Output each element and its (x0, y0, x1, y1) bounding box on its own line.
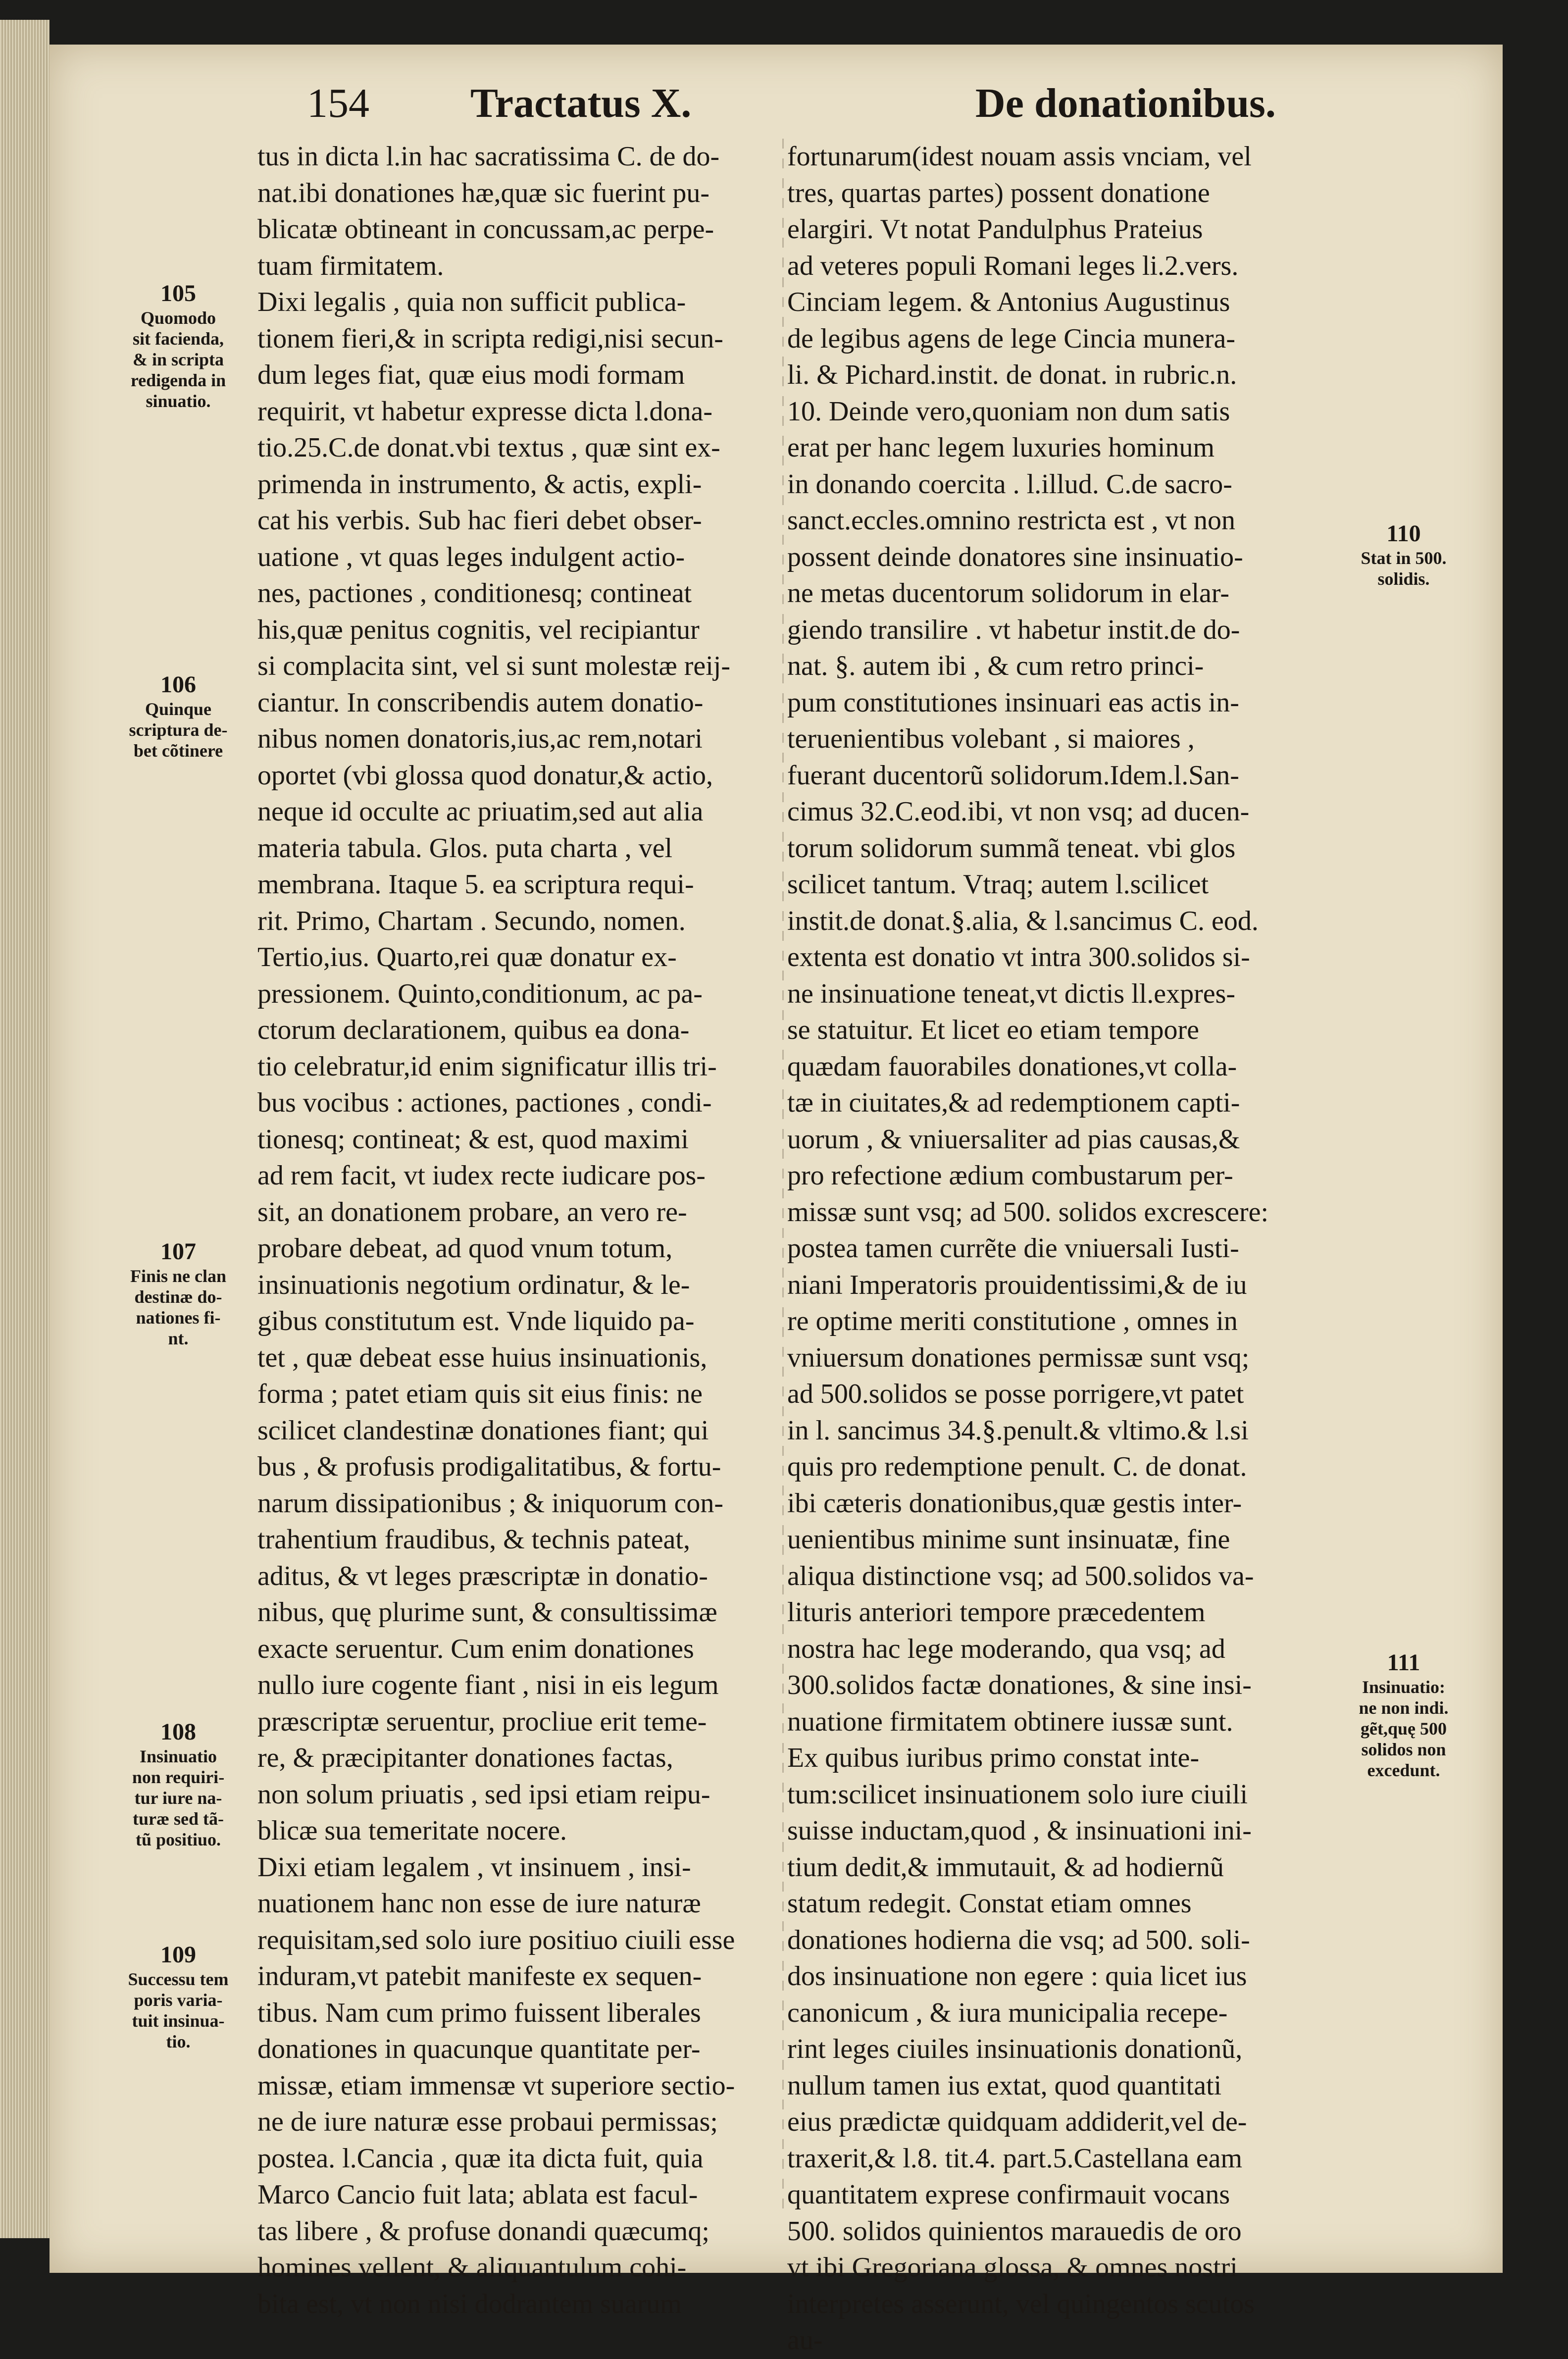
text-line: uenientibus minime sunt insinuatæ, fine (787, 1524, 1230, 1555)
text-line: homines vellent, & aliquantulum cohi- (257, 2252, 687, 2283)
text-line: Dixi legalis , quia non sufficit publica- (257, 287, 686, 317)
text-line: 300.solidos factæ donationes, & sine insi- (787, 1670, 1252, 1700)
text-line: fortunarum(idest nouam assis vnciam, vel (787, 141, 1252, 172)
text-line: pum constitutiones insinuari eas actis in- (787, 687, 1239, 718)
text-line: insinuationis negotium ordinatur, & le- (257, 1269, 690, 1300)
margin-note-line: tio. (166, 2032, 191, 2051)
text-line: au- (787, 2325, 823, 2356)
text-line: nibus, quę plurime sunt, & consultissimæ (257, 1597, 717, 1628)
text-line: ctorum declarationem, quibus ea dona- (257, 1015, 690, 1045)
text-line: pro refectione ædium combustarum per- (787, 1160, 1233, 1191)
margin-note-number: 108 (160, 1719, 196, 1745)
text-line: eius prædictæ quidquam addiderit,vel de- (787, 2106, 1247, 2137)
text-line: possent deinde donatores sine insinuatio- (787, 541, 1243, 572)
text-line: oportet (vbi glossa quod donatur,& actio, (257, 760, 713, 791)
margin-note-line: poris varia- (134, 1990, 223, 2010)
text-line: nullum tamen ius extat, quod quantitati (787, 2070, 1222, 2101)
text-line: tuam firmitatem. (257, 250, 444, 281)
margin-note-number: 105 (160, 280, 196, 307)
text-line: re optime meriti constitutione , omnes in (787, 1306, 1238, 1336)
text-line: ad 500.solidos se posse porrigere,vt patet (787, 1379, 1244, 1409)
margin-note-line: ne non indi. (1359, 1698, 1449, 1718)
text-line: re, & præcipitanter donationes factas, (257, 1743, 673, 1773)
left-text-column (257, 139, 777, 2322)
margin-note-line: solidis. (1377, 569, 1430, 589)
text-line: blicatæ obtineant in concussam,ac perpe- (257, 214, 714, 245)
text-line: ne metas ducentorum solidorum in elar- (787, 578, 1230, 609)
text-line: primenda in instrumento, & actis, expli- (257, 468, 702, 500)
margin-note-line: non requiri- (132, 1767, 225, 1787)
text-line: nat.ibi donationes hæ,quæ sic fuerint pu- (257, 177, 709, 208)
text-line: nuationem hanc non esse de iure naturæ (257, 1888, 701, 1919)
margin-note-110 (1322, 520, 1485, 589)
text-line: trahentium fraudibus, & technis pateat, (257, 1524, 690, 1555)
margin-note-105 (99, 280, 257, 411)
text-line: si complacita sint, vel si sunt molestæ reij- (257, 651, 730, 681)
text-line: ibi cæteris donationibus,quæ gestis inter- (787, 1487, 1242, 1519)
text-line: exacte seruentur. Cum enim donationes (257, 1633, 694, 1664)
text-line: præscriptæ seruentur, procliue erit teme- (257, 1706, 707, 1737)
text-line: ciantur. In conscribendis autem donatio- (257, 687, 704, 718)
text-line: scilicet tantum. Vtraq; autem l.scilicet (787, 869, 1209, 900)
margin-note-line: Stat in 500. (1361, 548, 1447, 568)
text-line: postea tamen currẽte die vniuersali Iusti- (787, 1233, 1239, 1264)
margin-note-line: sinuatio. (146, 391, 211, 411)
text-line: ne insinuatione teneat,vt dictis ll.expres- (787, 978, 1236, 1009)
text-line: in donando coercita . l.illud. C.de sacro- (787, 468, 1232, 500)
text-line: sanct.eccles.omnino restricta est , vt non (787, 505, 1236, 536)
text-line: de legibus agens de lege Cincia munera- (787, 323, 1235, 354)
margin-note-line: tur iure na- (134, 1788, 222, 1808)
text-line: tus in dicta l.in hac sacratissima C. de do- (257, 141, 720, 172)
text-line: tium dedit,& immutauit, & ad hodiernũ (787, 1851, 1224, 1883)
margin-note-line: redigenda in (130, 370, 226, 390)
page-stack-edge (0, 20, 50, 2238)
margin-note-line: excedunt. (1367, 1760, 1440, 1780)
margin-note-106 (99, 671, 257, 761)
margin-note-number: 106 (160, 671, 196, 698)
text-line: rint leges ciuiles insinuationis donationũ, (787, 2034, 1243, 2064)
text-line: tum:scilicet insinuationem solo iure ciuili (787, 1779, 1248, 1810)
text-line: cat his verbis. Sub hac fieri debet obser- (257, 505, 702, 536)
text-line: suisse inductam,quod , & insinuationi ini- (787, 1815, 1252, 1846)
text-line: nostra hac lege moderando, qua vsq; ad (787, 1633, 1225, 1664)
text-line: lituris anteriori tempore præcedentem (787, 1597, 1206, 1628)
running-head: De donationibus. (975, 80, 1276, 126)
text-line: nat. §. autem ibi , & cum retro princi- (787, 651, 1204, 681)
text-line: uorum , & vniuersaliter ad pias causas,& (787, 1124, 1240, 1155)
text-line: quædam fauorabiles donationes,vt colla- (787, 1051, 1237, 1082)
text-line: Dixi etiam legalem , vt insinuem , insi- (257, 1851, 691, 1883)
treatise-title: Tractatus X. (470, 80, 692, 126)
text-line: requisitam,sed solo iure positiuo ciuili esse (257, 1924, 735, 1955)
text-line: tio celebratur,id enim significatur illis tri- (257, 1051, 717, 1082)
text-line: ad veteres populi Romani leges li.2.vers. (787, 250, 1239, 281)
margin-note-line: nt. (168, 1329, 189, 1348)
text-line: sit, an donationem probare, an vero re- (257, 1196, 687, 1228)
text-line: scilicet clandestinæ donationes fiant; qui (257, 1415, 709, 1446)
text-line: materia tabula. Glos. puta charta , vel (257, 832, 673, 864)
margin-note-line: turæ sed tã- (133, 1809, 224, 1829)
text-line: non solum priuatis , sed ipsi etiam reipu- (257, 1779, 710, 1810)
text-line: dum leges fiat, quæ eius modi formam (257, 359, 685, 390)
text-line: bus vocibus : actiones, pactiones , condi- (257, 1087, 712, 1118)
text-line: 10. Deinde vero,quoniam non dum satis (787, 396, 1230, 427)
text-line: statum redegit. Constat etiam omnes (787, 1888, 1192, 1919)
margin-note-number: 110 (1386, 520, 1421, 547)
text-line: tio.25.C.de donat.vbi textus , quæ sint ex- (257, 432, 720, 463)
text-line: tas libere , & profuse donandi quæcumq; (257, 2215, 709, 2247)
margin-note-line: gẽt,quę 500 (1361, 1719, 1447, 1739)
margin-note-line: Successu tem (128, 1969, 229, 1989)
text-line: probare debeat, ad quod vnum totum, (257, 1233, 673, 1264)
text-line: extenta est donatio vt intra 300.solidos si- (787, 942, 1250, 973)
margin-note-number: 107 (160, 1238, 196, 1265)
margin-note-line: Quinque (145, 699, 212, 719)
text-line: vniuersum donationes permissæ sunt vsq; (787, 1342, 1250, 1373)
text-line: se statuitur. Et licet eo etiam tempore (787, 1015, 1199, 1045)
margin-note-number: 111 (1387, 1649, 1420, 1676)
text-line: Tertio,ius. Quarto,rei quæ donatur ex- (257, 942, 677, 973)
margin-note-number: 109 (160, 1942, 196, 1968)
text-line: membrana. Itaque 5. ea scriptura requi- (257, 869, 694, 900)
text-line: tionem fieri,& in scripta redigi,nisi secun- (257, 323, 723, 354)
text-line: cimus 32.C.eod.ibi, vt non vsq; ad ducen- (787, 796, 1250, 827)
text-line: uatione , vt quas leges indulgent actio- (257, 541, 685, 572)
text-line: tæ in ciuitates,& ad redemptionem capti- (787, 1087, 1240, 1118)
text-line: fuerant ducentorũ solidorum.Idem.l.San- (787, 760, 1239, 791)
margin-note-line: solidos non (1361, 1740, 1446, 1759)
text-line: forma ; patet etiam quis sit eius finis: ne (257, 1379, 703, 1409)
page-number: 154 (307, 80, 369, 126)
book-page (50, 45, 1503, 2356)
margin-note-108 (99, 1718, 257, 1850)
margin-note-111 (1322, 1649, 1485, 1781)
text-line: tionesq; contineat; & est, quod maximi (257, 1124, 689, 1155)
running-header (307, 79, 1376, 144)
text-line: erat per hanc legem luxuries hominum (787, 432, 1215, 463)
text-line: torum solidorum summã teneat. vbi glos (787, 832, 1236, 864)
margin-note-line: Insinuatio: (1362, 1677, 1446, 1697)
text-line: Ex quibus iuribus primo constat inte- (787, 1743, 1200, 1773)
text-line: Marco Cancio fuit lata; ablata est facul- (257, 2179, 698, 2210)
margin-note-line: nationes fi- (136, 1308, 221, 1328)
text-line: teruenientibus volebant , si maiores , (787, 723, 1195, 754)
text-line: interpretes asserunt, vel quingentos scutos (787, 2288, 1255, 2319)
text-line: bita est, vt non nisi dodrantem suarum (257, 2288, 682, 2319)
text-line: nullo iure cogente fiant , nisi in eis legum (257, 1670, 719, 1700)
text-line: nibus nomen donatoris,ius,ac rem,notari (257, 723, 703, 754)
text-line: li. & Pichard.instit. de donat. in rubric.n. (787, 359, 1237, 390)
text-line: tibus. Nam cum primo fuissent liberales (257, 1997, 701, 2028)
text-line: donationes hodierna die vsq; ad 500. soli- (787, 1924, 1250, 1955)
text-line: neque id occulte ac priuatim,sed aut alia (257, 796, 704, 827)
margin-note-line: & in scripta (133, 350, 224, 369)
text-line: in l. sancimus 34.§.penult.& vltimo.& l.si (787, 1415, 1249, 1446)
text-line: induram,vt patebit manifeste ex sequen- (257, 1961, 702, 1992)
text-line: niani Imperatoris prouidentissimi,& de iu (787, 1269, 1247, 1300)
margin-note-109 (99, 1941, 257, 2052)
text-line: nes, pactiones , conditionesq; contineat (257, 578, 692, 609)
text-line: giendo transilire . vt habetur instit.de do- (787, 614, 1240, 645)
margin-note-line: scriptura de- (129, 720, 228, 740)
text-line: dos insinuatione non egere : quia licet ius (787, 1961, 1247, 1992)
text-line: quis pro redemptione penult. C. de donat. (787, 1451, 1247, 1482)
text-line: aditus, & vt leges præscriptæ in donatio- (257, 1560, 708, 1591)
text-line: donationes in quacunque quantitate per- (257, 2034, 701, 2064)
text-line: bus , & profusis prodigalitatibus, & fortu- (257, 1451, 721, 1482)
text-line: tet , quæ debeat esse huius insinuationis, (257, 1342, 708, 1373)
text-line: requirit, vt habetur expresse dicta l.dona- (257, 396, 712, 427)
margin-note-line: sit facienda, (133, 329, 224, 349)
right-text-column (787, 139, 1352, 2359)
text-line: rit. Primo, Chartam . Secundo, nomen. (257, 905, 686, 936)
margin-note-line: tuit insinua- (132, 2011, 225, 2031)
margin-note-line: Quomodo (140, 308, 216, 328)
text-line: aliqua distinctione vsq; ad 500.solidos va- (787, 1560, 1254, 1591)
margin-note-line: tũ positiuo. (135, 1830, 221, 1849)
text-line: blicæ sua temeritate nocere. (257, 1815, 567, 1846)
text-line: elargiri. Vt notat Pandulphus Prateius (787, 214, 1203, 245)
text-line: his,quæ penitus cognitis, vel recipiantur (257, 614, 700, 645)
text-line: pressionem. Quinto,conditionum, ac pa- (257, 978, 703, 1009)
text-line: ad rem facit, vt iudex recte iudicare pos- (257, 1160, 706, 1191)
text-line: postea. l.Cancia , quæ ita dicta fuit, quia (257, 2143, 704, 2174)
text-line: 500. solidos quinientos marauedis de oro (787, 2215, 1242, 2247)
text-line: canonicum , & iura municipalia recepe- (787, 1997, 1228, 2028)
text-line: gibus constitutum est. Vnde liquido pa- (257, 1306, 695, 1336)
text-line: instit.de donat.§.alia, & l.sancimus C. eod. (787, 905, 1259, 936)
margin-note-107 (99, 1238, 257, 1349)
text-line: quantitatem exprese confirmauit vocans (787, 2179, 1230, 2210)
margin-note-line: bet cõtinere (133, 741, 223, 761)
text-line: vt ibi Gregoriana glossa, & omnes nostri (787, 2252, 1238, 2283)
text-line: ne de iure naturæ esse probaui permissas; (257, 2106, 718, 2137)
margin-note-line: destinæ do- (134, 1287, 222, 1307)
text-line: missæ sunt vsq; ad 500. solidos excrescere: (787, 1196, 1269, 1228)
text-line: Cinciam legem. & Antonius Augustinus (787, 287, 1230, 317)
margin-note-line: Finis ne clan (130, 1266, 227, 1286)
text-line: narum dissipationibus ; & iniquorum con- (257, 1487, 724, 1519)
text-line: missæ, etiam immensæ vt superiore sectio- (257, 2070, 735, 2101)
margin-note-line: Insinuatio (139, 1746, 217, 1766)
text-line: nuatione firmitatem obtinere iussæ sunt. (787, 1706, 1233, 1737)
column-gutter (782, 139, 784, 2218)
text-line: traxerit,& l.8. tit.4. part.5.Castellana eam (787, 2143, 1243, 2174)
text-line: tres, quartas partes) possent donatione (787, 177, 1210, 208)
